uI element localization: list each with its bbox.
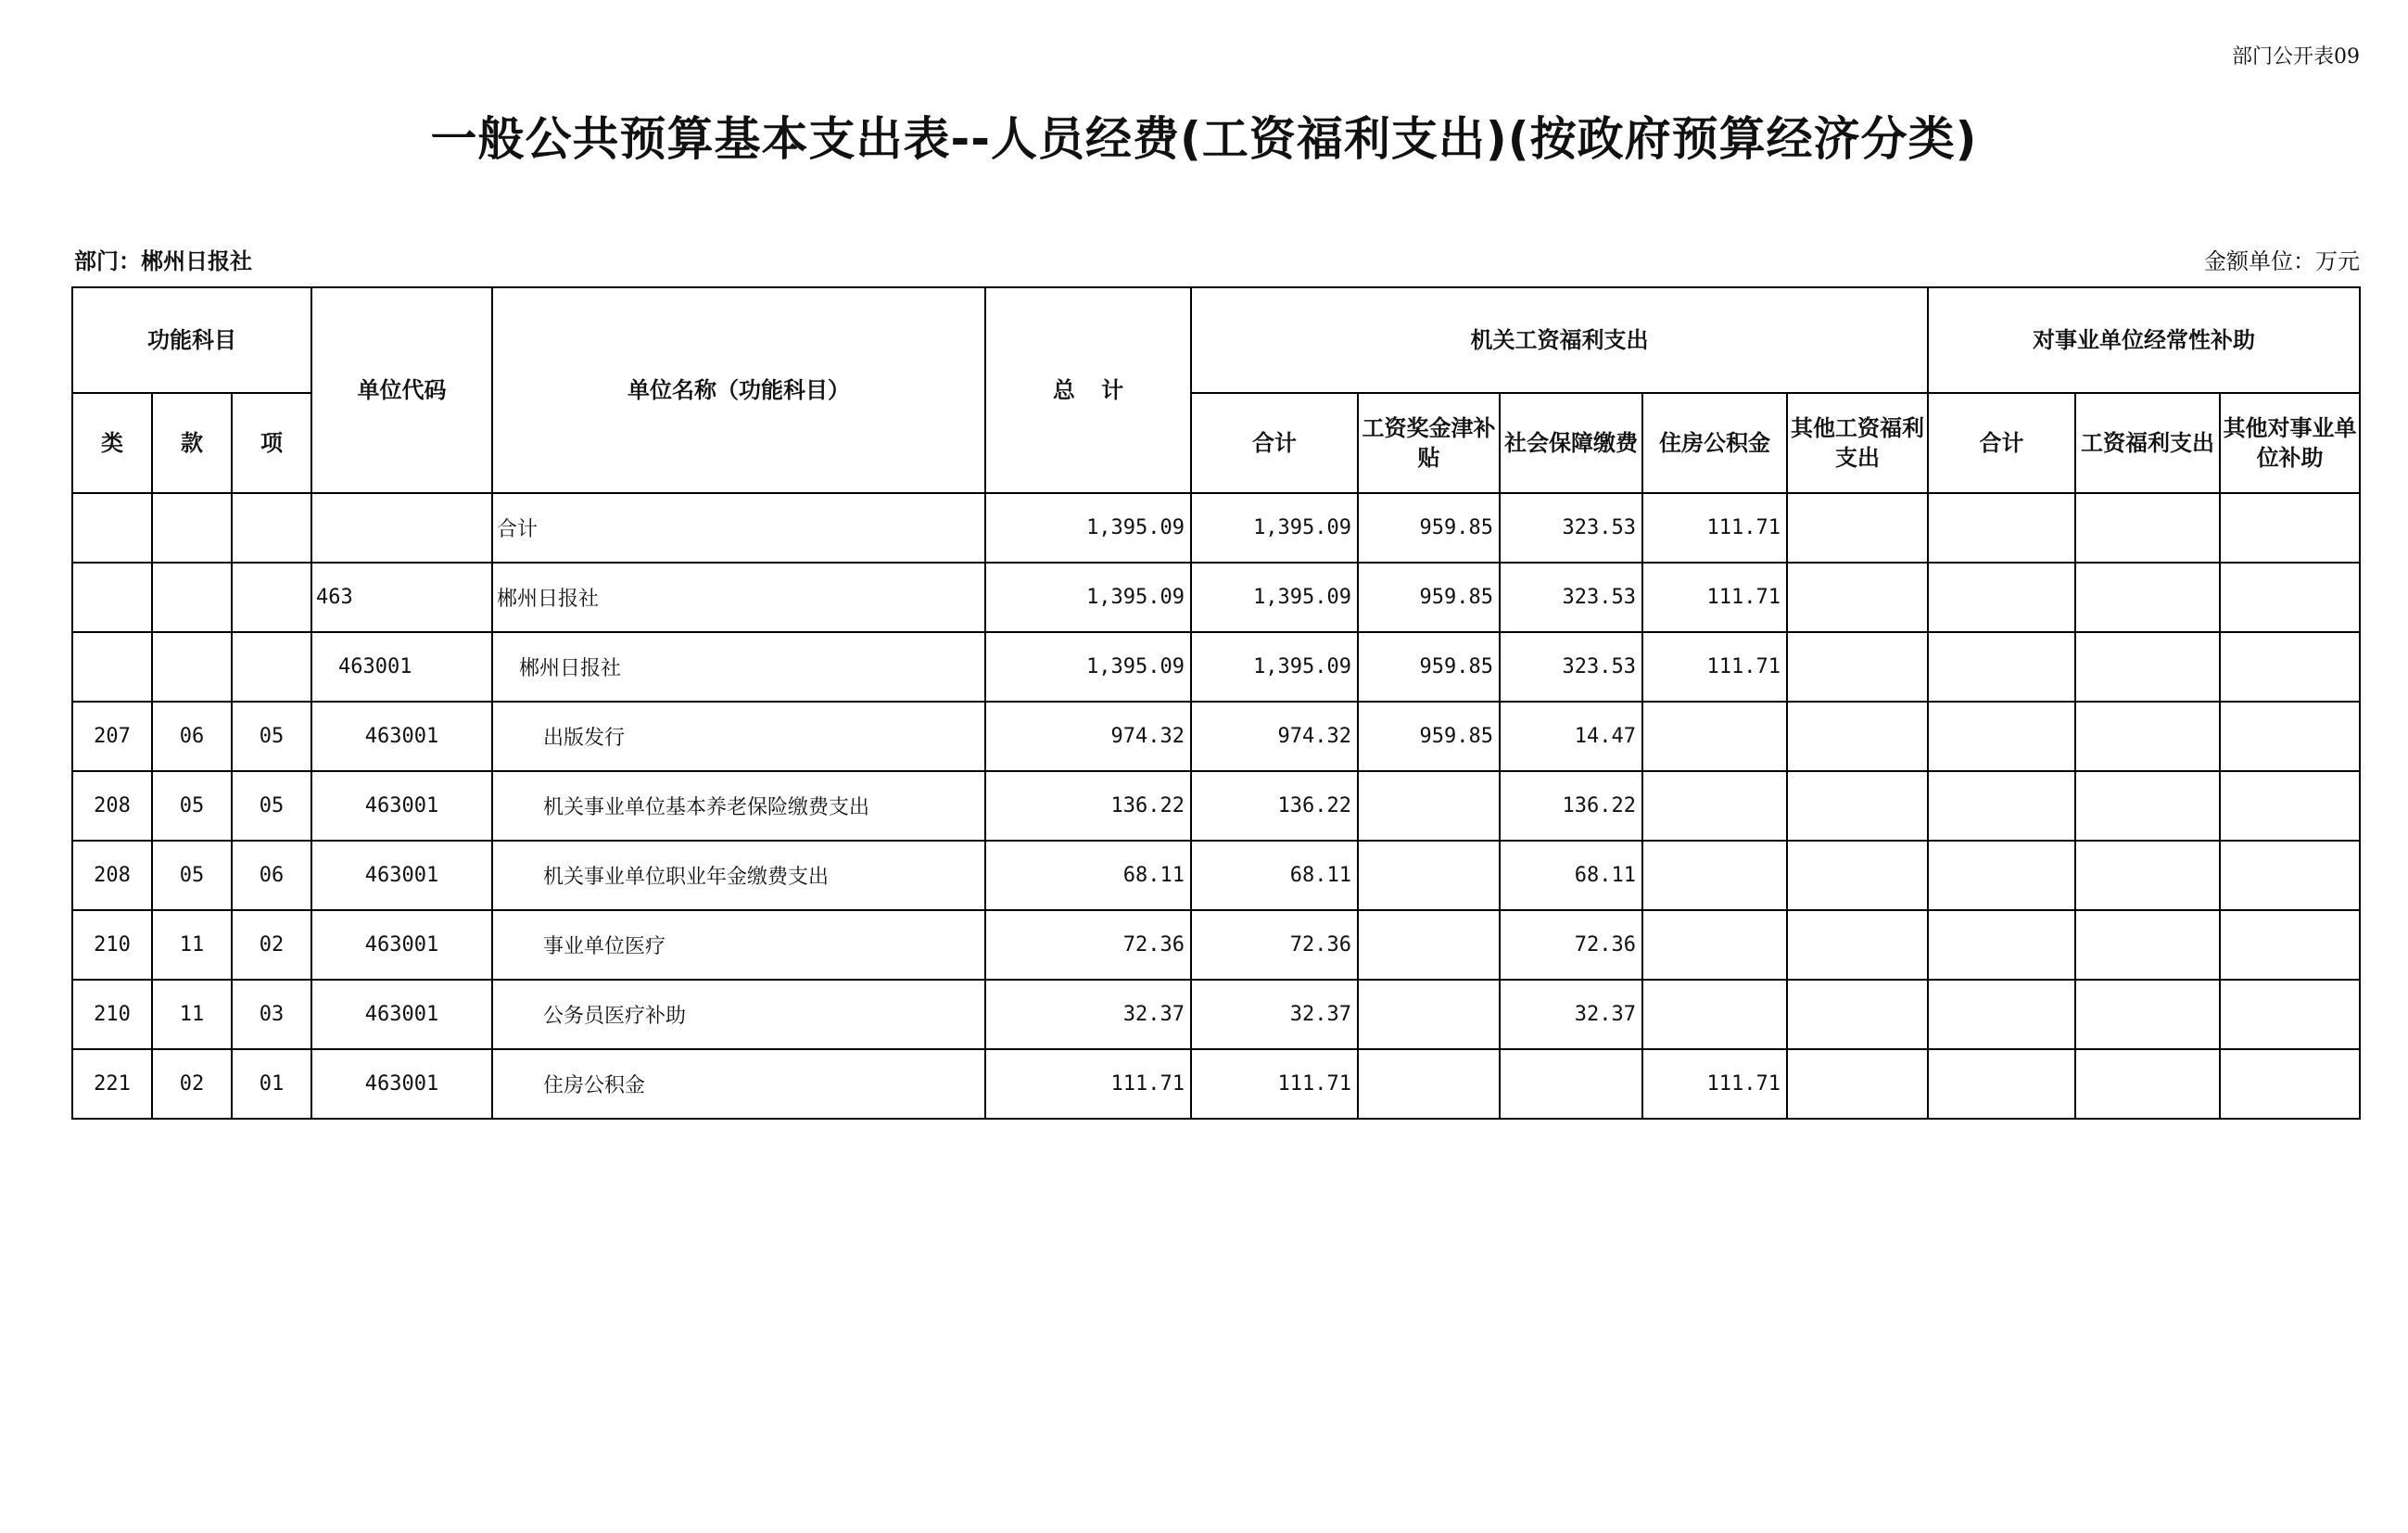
cell-code: 463001 [311, 980, 492, 1049]
cell-jg-wage: 959.85 [1358, 563, 1500, 632]
cell-jg-other [1787, 910, 1928, 980]
cell-sy-wage [2075, 493, 2220, 563]
cell-jg-social: 14.47 [1500, 702, 1642, 771]
header-lei: 类 [72, 393, 152, 493]
cell-jg-sum: 111.71 [1191, 1049, 1358, 1119]
cell-jg-other [1787, 563, 1928, 632]
cell-total: 1,395.09 [985, 493, 1191, 563]
cell-jg-housing [1642, 980, 1787, 1049]
cell-jg-social: 72.36 [1500, 910, 1642, 980]
cell-code: 463001 [311, 771, 492, 841]
cell-jg-housing: 111.71 [1642, 493, 1787, 563]
cell-jg-other [1787, 632, 1928, 702]
header-jg-social: 社会保障缴费 [1500, 393, 1642, 493]
table-row [72, 841, 2360, 910]
cell-kuan [152, 493, 232, 563]
cell-code: 463001 [311, 632, 492, 702]
cell-lei: 208 [72, 771, 152, 841]
cell-sy-sum [1928, 493, 2075, 563]
cell-code: 463 [311, 563, 492, 632]
cell-jg-wage [1358, 1049, 1500, 1119]
cell-jg-sum: 1,395.09 [1191, 563, 1358, 632]
cell-xiang [232, 493, 311, 563]
cell-name: 住房公积金 [492, 1049, 985, 1119]
cell-sy-other [2220, 702, 2360, 771]
cell-jg-other [1787, 702, 1928, 771]
header-jg-wage: 工资奖金津补贴 [1358, 393, 1500, 493]
cell-sy-other [2220, 1049, 2360, 1119]
cell-jg-housing [1642, 702, 1787, 771]
cell-total: 68.11 [985, 841, 1191, 910]
cell-sy-wage [2075, 563, 2220, 632]
cell-name: 事业单位医疗 [492, 910, 985, 980]
cell-jg-social: 323.53 [1500, 563, 1642, 632]
cell-sy-sum [1928, 1049, 2075, 1119]
cell-xiang: 02 [232, 910, 311, 980]
cell-kuan: 02 [152, 1049, 232, 1119]
cell-jg-sum: 1,395.09 [1191, 632, 1358, 702]
cell-sy-sum [1928, 632, 2075, 702]
cell-jg-sum: 136.22 [1191, 771, 1358, 841]
table-row [72, 563, 2360, 632]
cell-jg-housing: 111.71 [1642, 1049, 1787, 1119]
cell-jg-sum: 32.37 [1191, 980, 1358, 1049]
header-sy-sum: 合计 [1928, 393, 2075, 493]
cell-lei: 221 [72, 1049, 152, 1119]
header-code: 单位代码 [311, 287, 492, 493]
cell-name: 合计 [492, 493, 985, 563]
cell-jg-other [1787, 841, 1928, 910]
cell-sy-wage [2075, 980, 2220, 1049]
cell-jg-other [1787, 493, 1928, 563]
cell-lei: 210 [72, 980, 152, 1049]
cell-sy-wage [2075, 841, 2220, 910]
cell-xiang: 03 [232, 980, 311, 1049]
header-jg-housing: 住房公积金 [1642, 393, 1787, 493]
cell-lei [72, 563, 152, 632]
header-shiye: 对事业单位经常性补助 [1928, 287, 2360, 393]
cell-sy-other [2220, 563, 2360, 632]
cell-xiang: 05 [232, 702, 311, 771]
cell-sy-wage [2075, 632, 2220, 702]
table-row [72, 632, 2360, 702]
cell-kuan: 06 [152, 702, 232, 771]
header-name: 单位名称（功能科目） [492, 287, 985, 493]
cell-kuan: 11 [152, 910, 232, 980]
cell-jg-housing [1642, 841, 1787, 910]
cell-total: 974.32 [985, 702, 1191, 771]
cell-sy-wage [2075, 1049, 2220, 1119]
cell-xiang: 06 [232, 841, 311, 910]
cell-sy-other [2220, 980, 2360, 1049]
cell-sy-other [2220, 493, 2360, 563]
header-xiang: 项 [232, 393, 311, 493]
cell-kuan: 05 [152, 771, 232, 841]
cell-code: 463001 [311, 841, 492, 910]
cell-sy-sum [1928, 563, 2075, 632]
page-title: 一般公共预算基本支出表--人员经费(工资福利支出)(按政府预算经济分类) [430, 112, 1978, 166]
cell-sy-wage [2075, 702, 2220, 771]
cell-sy-sum [1928, 771, 2075, 841]
table-row [72, 493, 2360, 563]
cell-jg-other [1787, 1049, 1928, 1119]
cell-code: 463001 [311, 702, 492, 771]
cell-xiang: 05 [232, 771, 311, 841]
cell-jg-sum: 72.36 [1191, 910, 1358, 980]
cell-total: 72.36 [985, 910, 1191, 980]
table-row [72, 1049, 2360, 1119]
cell-lei: 207 [72, 702, 152, 771]
cell-sy-other [2220, 771, 2360, 841]
cell-code: 463001 [311, 1049, 492, 1119]
cell-jg-housing: 111.71 [1642, 563, 1787, 632]
cell-lei: 210 [72, 910, 152, 980]
cell-xiang [232, 632, 311, 702]
table-row [72, 702, 2360, 771]
cell-name: 郴州日报社 [492, 563, 985, 632]
cell-sy-sum [1928, 702, 2075, 771]
cell-total: 111.71 [985, 1049, 1191, 1119]
cell-jg-social: 136.22 [1500, 771, 1642, 841]
header-jiguan: 机关工资福利支出 [1191, 287, 1928, 393]
cell-sy-other [2220, 632, 2360, 702]
budget-table [71, 286, 2361, 1120]
cell-sy-sum [1928, 980, 2075, 1049]
cell-total: 136.22 [985, 771, 1191, 841]
cell-total: 1,395.09 [985, 632, 1191, 702]
cell-jg-wage: 959.85 [1358, 493, 1500, 563]
cell-jg-social: 323.53 [1500, 632, 1642, 702]
header-sy-other: 其他对事业单位补助 [2220, 393, 2360, 493]
cell-xiang [232, 563, 311, 632]
cell-name: 机关事业单位基本养老保险缴费支出 [492, 771, 985, 841]
form-number: 部门公开表09 [2232, 45, 2360, 69]
cell-jg-sum: 974.32 [1191, 702, 1358, 771]
cell-jg-social: 323.53 [1500, 493, 1642, 563]
amount-unit-label: 金额单位：万元 [2204, 248, 2360, 274]
table-row [72, 980, 2360, 1049]
cell-name: 机关事业单位职业年金缴费支出 [492, 841, 985, 910]
cell-jg-social: 32.37 [1500, 980, 1642, 1049]
cell-code: 463001 [311, 910, 492, 980]
cell-jg-wage: 959.85 [1358, 632, 1500, 702]
cell-jg-sum: 1,395.09 [1191, 493, 1358, 563]
cell-jg-housing [1642, 771, 1787, 841]
cell-total: 1,395.09 [985, 563, 1191, 632]
cell-sy-sum [1928, 841, 2075, 910]
cell-kuan [152, 563, 232, 632]
cell-code [311, 493, 492, 563]
header-func: 功能科目 [72, 287, 311, 393]
header-sy-wage: 工资福利支出 [2075, 393, 2220, 493]
cell-jg-other [1787, 980, 1928, 1049]
table-row [72, 771, 2360, 841]
header-jg-other: 其他工资福利支出 [1787, 393, 1928, 493]
cell-jg-housing: 111.71 [1642, 632, 1787, 702]
cell-lei [72, 632, 152, 702]
cell-name: 出版发行 [492, 702, 985, 771]
cell-lei: 208 [72, 841, 152, 910]
cell-sy-other [2220, 910, 2360, 980]
cell-name: 公务员医疗补助 [492, 980, 985, 1049]
cell-lei [72, 493, 152, 563]
cell-total: 32.37 [985, 980, 1191, 1049]
cell-sy-wage [2075, 771, 2220, 841]
cell-jg-social: 68.11 [1500, 841, 1642, 910]
cell-jg-sum: 68.11 [1191, 841, 1358, 910]
cell-sy-other [2220, 841, 2360, 910]
cell-kuan: 11 [152, 980, 232, 1049]
cell-jg-housing [1642, 910, 1787, 980]
header-total: 总 计 [985, 287, 1191, 493]
cell-jg-social [1500, 1049, 1642, 1119]
cell-jg-wage [1358, 771, 1500, 841]
cell-xiang: 01 [232, 1049, 311, 1119]
cell-sy-wage [2075, 910, 2220, 980]
cell-jg-wage [1358, 910, 1500, 980]
cell-jg-wage [1358, 980, 1500, 1049]
cell-kuan: 05 [152, 841, 232, 910]
department-label: 部门：郴州日报社 [74, 248, 252, 274]
table-row [72, 910, 2360, 980]
header-jg-sum: 合计 [1191, 393, 1358, 493]
cell-jg-wage [1358, 841, 1500, 910]
cell-jg-other [1787, 771, 1928, 841]
cell-kuan [152, 632, 232, 702]
cell-jg-wage: 959.85 [1358, 702, 1500, 771]
header-kuan: 款 [152, 393, 232, 493]
cell-sy-sum [1928, 910, 2075, 980]
cell-name: 郴州日报社 [492, 632, 985, 702]
